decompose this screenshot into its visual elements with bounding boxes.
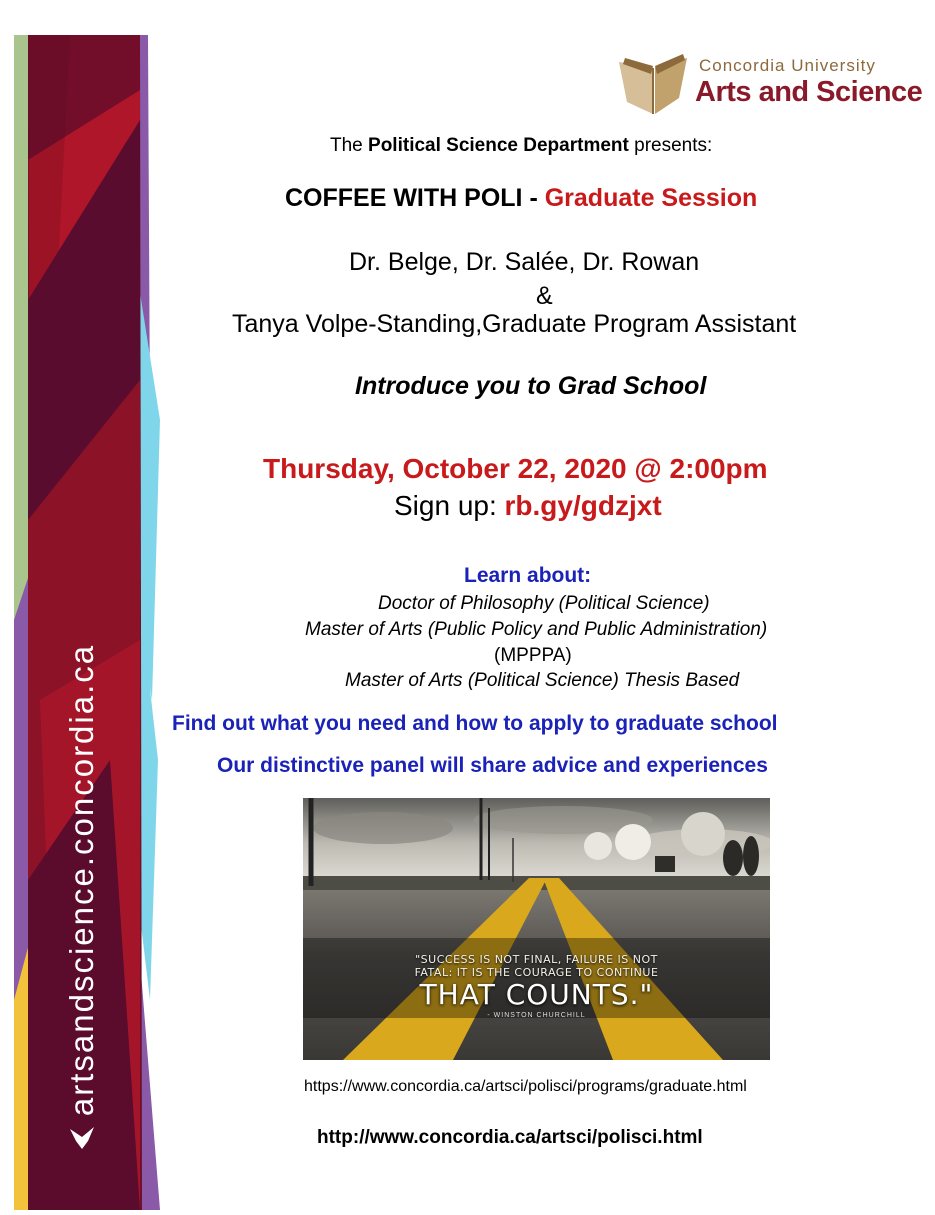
event-date: Thursday, October 22, 2020 @ 2:00pm bbox=[263, 453, 768, 484]
tagline: Introduce you to Grad School bbox=[355, 372, 707, 400]
logo-faculty-name: Arts and Science bbox=[695, 76, 923, 108]
side-website-url: artsandscience.concordia.ca bbox=[63, 643, 100, 1117]
program-item: Master of Arts (Public Policy and Public Administration) bbox=[305, 619, 768, 640]
speakers-line-1: Dr. Belge, Dr. Salée, Dr. Rowan bbox=[349, 248, 700, 276]
open-book-icon bbox=[615, 54, 693, 116]
find-out-callout: Find out what you need and how to apply to graduate school bbox=[172, 712, 778, 735]
program-item: (MPPPA) bbox=[494, 645, 572, 666]
speakers-line-2: Tanya Volpe-Standing,Graduate Program Assistant bbox=[232, 310, 797, 338]
panel-callout: Our distinctive panel will share advice and experiences bbox=[217, 754, 768, 777]
presents-pre: The bbox=[330, 135, 369, 156]
quote-line-3: THAT COUNTS." bbox=[419, 978, 654, 1011]
event-title-main: COFFEE WITH POLI bbox=[285, 184, 523, 212]
learn-about-heading: Learn about: bbox=[464, 564, 592, 587]
program-item: Master of Arts (Political Science) Thesis Based bbox=[345, 670, 740, 691]
quote-author: - WINSTON CHURCHILL bbox=[487, 1012, 586, 1019]
department-link[interactable]: http://www.concordia.ca/artsci/polisci.html bbox=[317, 1127, 703, 1148]
decorative-side-band bbox=[0, 0, 170, 1210]
signup-label: Sign up: bbox=[394, 490, 505, 521]
quote-line-1: "SUCCESS IS NOT FINAL, FAILURE IS NOT bbox=[415, 953, 658, 966]
signup-link[interactable]: rb.gy/gdzjxt bbox=[504, 490, 662, 521]
event-title-separator: - bbox=[522, 184, 545, 212]
road-photo bbox=[303, 798, 770, 1060]
signup-line bbox=[394, 490, 662, 522]
concordia-logo bbox=[615, 52, 923, 120]
speakers-ampersand: & bbox=[536, 282, 553, 310]
presents-line bbox=[330, 135, 712, 157]
road-quote-image bbox=[303, 798, 770, 1060]
department-name: Political Science Department bbox=[368, 135, 629, 156]
program-item: Doctor of Philosophy (Political Science) bbox=[378, 593, 710, 614]
event-title bbox=[285, 184, 757, 213]
event-title-session: Graduate Session bbox=[544, 184, 758, 212]
presents-post: presents: bbox=[628, 135, 713, 156]
concordia-bird-icon bbox=[68, 1125, 96, 1151]
logo-university-name: Concordia University bbox=[699, 56, 876, 75]
quote-line-2: FATAL: IT IS THE COURAGE TO CONTINUE bbox=[414, 966, 659, 979]
programs-link[interactable]: https://www.concordia.ca/artsci/polisci/programs/graduate.html bbox=[304, 1078, 747, 1095]
